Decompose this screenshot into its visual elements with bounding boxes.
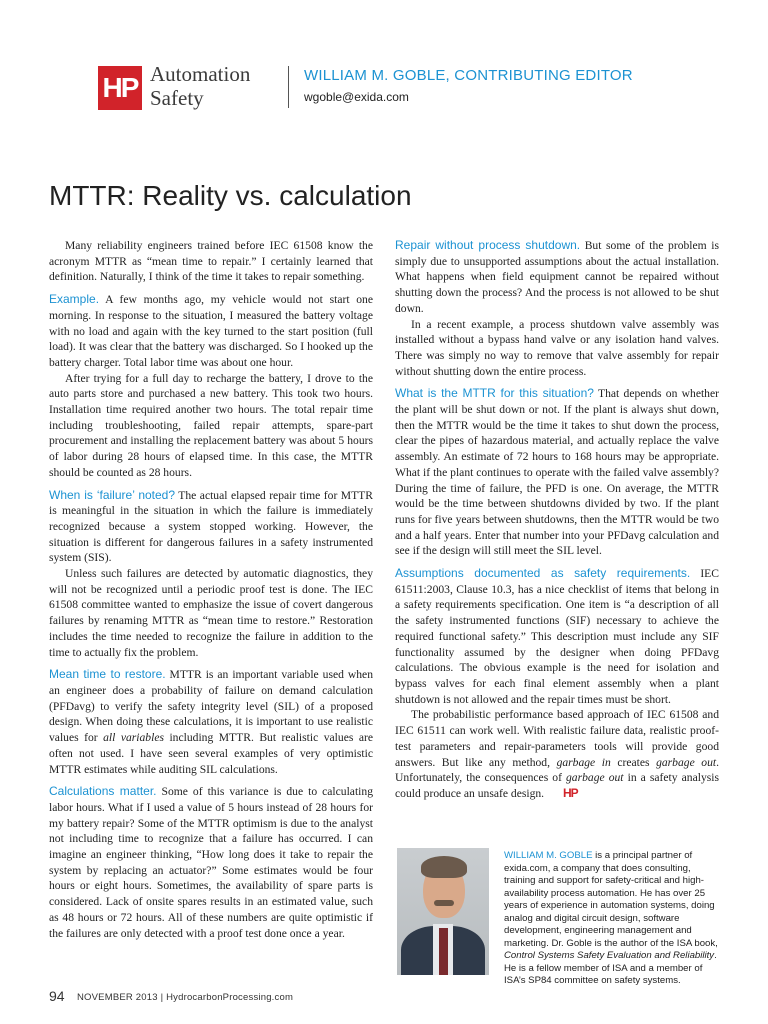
header-divider: [288, 66, 289, 108]
hp-logo-text: HP: [102, 72, 138, 103]
paragraph: The probabilistic performance based approach of IEC 61508 and IEC 61511 can work well. With realistic failure data, realistic proof-test parameters and repair-parameters tools will provide good answers. But like any method, garbage in creates garbage out. Unfortunately, the consequences of garbage out in a safety analysis could produce an unsafe design. HP: [395, 708, 719, 800]
editor-email[interactable]: wgoble@exida.com: [304, 90, 409, 104]
subhead-assumptions: Assumptions documented as safety requirements.: [395, 566, 691, 581]
page-number: 94: [49, 988, 65, 1004]
hp-logo: [98, 66, 142, 110]
paragraph: Calculations matter. Some of this variance is due to calculating labor hours. What if I used a value of 5 hours instead of 28 hours for my battery repair? Some of the MTTR optimism is due to the analyst not including time to recognize that a failure has occurred. I can imagine an engineer thinking, “How long does it take to repair the system by replacing an actuator?” Some estimates would be four hours or eight hours. Sometimes, the availability of spare parts is considered. Lack of onsite spares results in an estimated value, such as 48 hours or 72 hours. All of these numbers are quite optimistic if the failures are only detected with a proof test done once a year.: [49, 784, 373, 940]
paragraph: Example. A few months ago, my vehicle would not start one morning. In response to the situation, I measured the battery voltage with no load and again with the key turned to the start position (full load). It was clear that the battery was discharged. So I hooked up the battery charger. Total labor time was about one hour.: [49, 292, 373, 369]
article-title: MTTR: Reality vs. calculation: [49, 180, 412, 211]
paragraph: After trying for a full day to recharge the battery, I drove to the auto parts store and purchased a new battery. This took two hours. Installation time required another two hours. The total repair time including troubleshooting, failed repair attempts, spare-part procurement and installing the replacement battery was about 5 hours of labor during 28 hours of elapsed time. In this case, the MTTR should be counted as 28 hours.: [49, 371, 373, 479]
paragraph: Assumptions documented as safety requirements. IEC 61511:2003, Clause 10.3, has a nice checklist of items that belong in a safety requirements specification. One item is “a description of all the safety instrumented functions (SIF) necessary to achieve the required functional safety.” This description must include any SIF functionality assumed by the designer when doing PFDavg calculations. The obvious example is the need for isolation and bypass valves for each final element assembly when a plant shutdown is not allowed and the repair times must be short.: [395, 566, 720, 706]
bio-author-name: WILLIAM M. GOBLE: [504, 850, 593, 861]
subhead-calculations-matter: Calculations matter.: [49, 784, 157, 799]
editor-name: WILLIAM M. GOBLE, CONTRIBUTING EDITOR: [304, 67, 633, 84]
author-photo: [397, 848, 489, 975]
footer-issue: NOVEMBER 2013 | HydrocarbonProcessing.com: [77, 992, 294, 1003]
subhead-mean-time-to-restore: Mean time to restore.: [49, 667, 166, 682]
paragraph: What is the MTTR for this situation? That depends on whether the plant will be shut down or not. If the plant is always shut down, then the MTTR would be the time it takes to shut down the process, clear the pipes of hazardous material, and actually replace the valve assembly. An estimate of 72 hours to 168 hours may be appropriate. What if the plant continues to operate with the failed valve assembly? During the time of failure, the PFD is one. On average, the MTTR would be the time between shutdowns divided by two. If the plant runs for five years between shutdowns, then the MTTR would be two and a half years. Enter that number into your PFDavg calculation and see if the design will still meet the SIL level.: [395, 386, 719, 558]
section-name-line2: Safety: [150, 86, 204, 110]
paragraph: When is ‘failure’ noted? The actual elapsed repair time for MTTR is meaningful in the situation in which the failure is immediately recognized because a system stopped working. However, the situation is different for dangerous failures in a safety instrumented system (SIS).: [49, 487, 373, 565]
right-column: [395, 238, 719, 802]
paragraph: Many reliability engineers trained before IEC 61508 know the acronym MTTR as “mean time to repair.” I certainly learned that definition. Naturally, I think of the time it takes to repair something.: [49, 239, 373, 284]
bio-book-title: Control Systems Safety Evaluation and Reliability: [504, 950, 715, 961]
paragraph: Unless such failures are detected by automatic diagnostics, they will not be recognized until a periodic proof test is done. The IEC 61508 committee wanted to emphasize the issue of covert dangerous failures by renaming MTTR as “mean time to restore.” Restoration includes the time needed to recognize the failure in addition to the time to actually fix the problem.: [49, 567, 373, 659]
left-column: [49, 238, 373, 941]
paragraph: In a recent example, a process shutdown valve assembly was installed without a bypass hand valve or any isolation hand valves. There was simply no way to remove that valve assembly for repair without shutting down the entire process.: [395, 317, 719, 378]
section-name: [150, 62, 250, 110]
section-name-line1: Automation: [150, 62, 251, 86]
paragraph: Mean time to restore. MTTR is an important variable used when an engineer does a probability of failure on demand calculation (PFDavg) to verify the safety integrity level (SIL) of a proposed design. When doing these calculations, it is important to use realistic values for all variables including MTTR. But realistic values are often not used. I have seen several examples of very optimistic MTTR estimates while auditing SIL calculations.: [49, 667, 373, 776]
hp-end-mark: HP: [562, 785, 578, 800]
paragraph: Repair without process shutdown. But some of the problem is simply due to unsupported assumptions about the actual installation. What happens when field equipment cannot be repaired without shutting down the process? And the process is not allowed to be shut down.: [395, 238, 719, 315]
subhead-failure-noted: When is ‘failure’ noted?: [49, 487, 176, 502]
subhead-repair-without-shutdown: Repair without process shutdown.: [395, 238, 581, 252]
subhead-mttr-situation: What is the MTTR for this situation?: [395, 386, 594, 401]
subhead-example: Example.: [49, 292, 100, 307]
author-bio: WILLIAM M. GOBLE is a principal partner of exida.com, a company that does consulting, training and support for safety-critical and high-availability process automation. He has over 25 years of experience in automation systems, doing analog and digital circuit design, software development, engineering management and marketing. Dr. Goble is the author of the ISA book, Control Systems Safety Evaluation and Reliability. He is a fellow member of ISA and a member of ISA’s SP84 committee on safety systems.: [504, 850, 718, 986]
